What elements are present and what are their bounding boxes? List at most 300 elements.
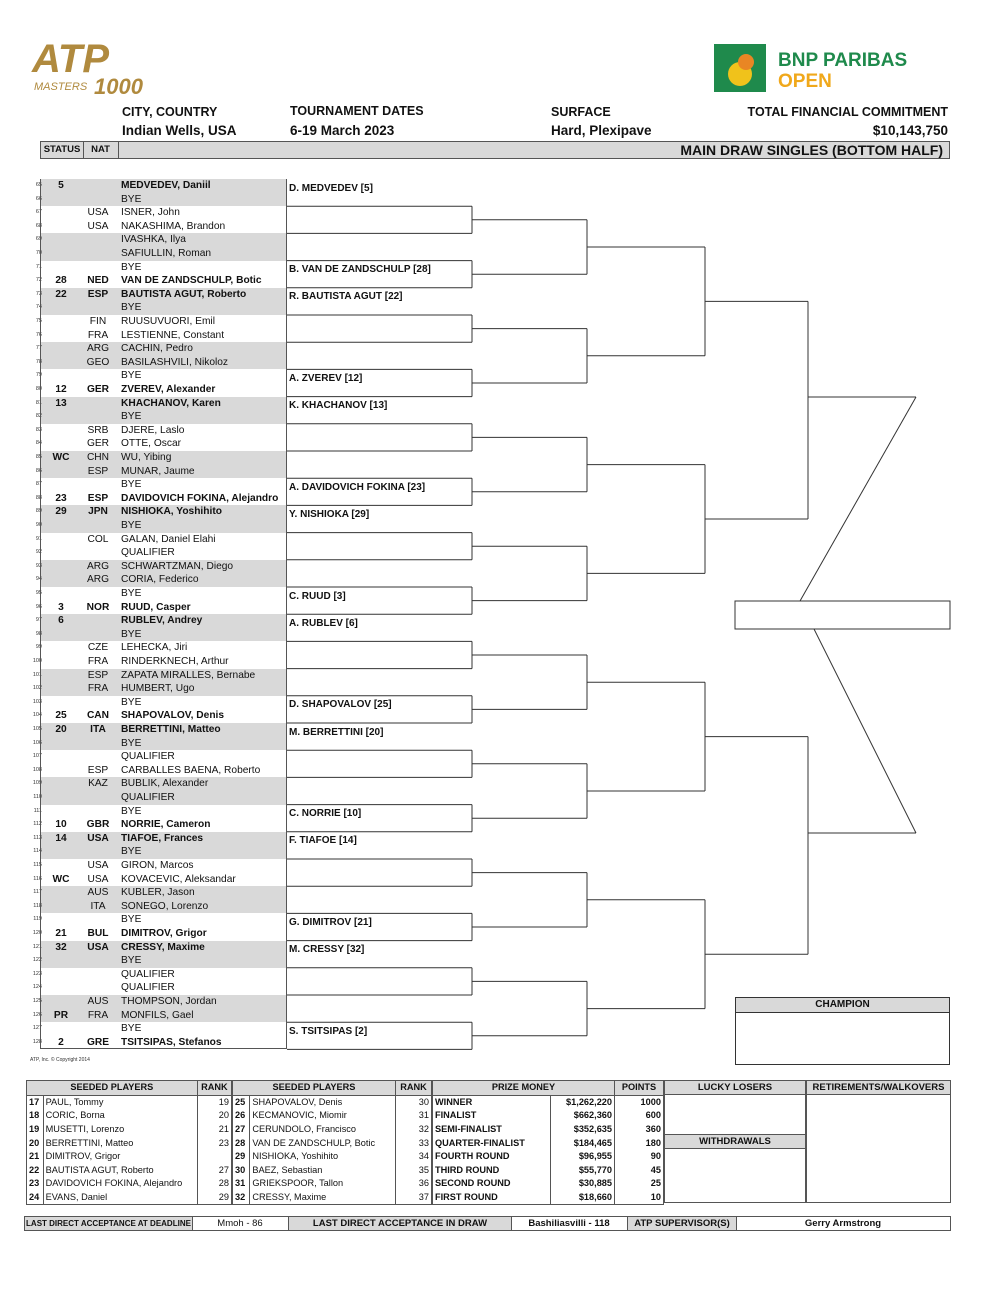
table-row [27, 1150, 232, 1164]
draw-position: 99 [35, 644, 42, 651]
seeded-player-name: DAVIDOVICH FOKINA, Alejandro [43, 1177, 197, 1191]
prize-money: $96,955 [551, 1150, 615, 1164]
player-name: BUBLIK, Alexander [121, 778, 209, 790]
player-name: CARBALLES BAENA, Roberto [121, 764, 261, 776]
draw-position: 117 [33, 889, 42, 896]
seeded-player-name: MUSETTI, Lorenzo [43, 1123, 197, 1137]
table-row [233, 1150, 432, 1164]
seeded-player-name: BAUTISTA AGUT, Roberto [43, 1164, 197, 1178]
draw-position: 71 [35, 263, 42, 270]
player-nationality: ESP [87, 764, 109, 776]
draw-position: 65 [35, 182, 42, 188]
player-nationality: USA [87, 860, 109, 871]
player-nationality: FRA [87, 656, 109, 667]
player-name: MONFILS, Gael [121, 1009, 194, 1021]
draw-position: 84 [35, 440, 42, 447]
seed-number: 23 [27, 1177, 44, 1191]
draw-position: 69 [35, 236, 42, 243]
draw-position: 116 [33, 875, 42, 882]
draw-position: 115 [33, 862, 42, 868]
seeded-right-rank-header: RANK [396, 1081, 432, 1096]
seeded-player-name: CERUNDOLO, Francisco [250, 1123, 396, 1137]
prize-round: FINALIST [433, 1109, 551, 1123]
points-header: POINTS [615, 1081, 664, 1096]
table-row [433, 1150, 664, 1164]
prize-points: 360 [615, 1123, 664, 1137]
player-name: DJERE, Laslo [121, 424, 185, 436]
prize-round: WINNER [433, 1095, 551, 1109]
player-name: MUNAR, Jaume [121, 465, 195, 477]
player-name: GALAN, Daniel Elahi [121, 533, 216, 545]
round2-slot: S. TSITSIPAS [2] [289, 1025, 368, 1037]
draw-position: 92 [35, 549, 42, 556]
seed-number: 22 [27, 1164, 44, 1178]
player-name: WU, Yibing [121, 452, 172, 463]
draw-position: 76 [35, 331, 42, 338]
table-row [233, 1177, 432, 1191]
copyright: ATP, Inc. © Copyright 2014 [30, 1057, 90, 1063]
player-name: ZVEREV, Alexander [121, 384, 216, 395]
draw-title: MAIN DRAW SINGLES (BOTTOM HALF) [680, 142, 943, 158]
prize-points: 90 [615, 1150, 664, 1164]
draw-position: 121 [32, 943, 42, 950]
player-nationality: CZE [87, 642, 109, 654]
player-name: CORIA, Federico [121, 574, 199, 586]
atp-logo-masters: MASTERS [34, 81, 88, 93]
player-seed: 5 [58, 180, 64, 191]
draw-position: 120 [32, 930, 42, 936]
player-seed: 23 [55, 492, 67, 504]
draw-position: 81 [35, 399, 42, 406]
player-name: BYE [121, 193, 142, 205]
round2-slot: M. CRESSY [32] [289, 944, 365, 956]
lucky-losers-label: LUCKY LOSERS [665, 1081, 805, 1095]
draw-position: 103 [32, 698, 42, 705]
draw-position: 90 [35, 522, 42, 528]
table-row [433, 1177, 664, 1191]
prize-round: THIRD ROUND [433, 1164, 551, 1178]
player-name: KOVACEVIC, Aleksandar [121, 873, 236, 885]
player-nationality: ARG [86, 574, 110, 586]
round2-slot: A. DAVIDOVICH FOKINA [23] [289, 481, 426, 493]
table-row [233, 1095, 432, 1109]
seeded-player-name: BERRETTINI, Matteo [43, 1136, 197, 1150]
seed-number: 20 [27, 1136, 44, 1150]
draw-position: 98 [35, 630, 42, 637]
withdrawals-label: WITHDRAWALS [665, 1134, 805, 1149]
prize-points: 45 [615, 1164, 664, 1178]
table-row [233, 1191, 432, 1205]
draw-position: 109 [32, 780, 42, 787]
seed-rank: 31 [396, 1109, 432, 1123]
status-column-header: STATUS [41, 142, 84, 158]
draw-position: 88 [35, 494, 42, 501]
player-name: BYE [121, 370, 142, 382]
round2-slot: C. RUUD [3] [289, 590, 346, 602]
atp-logo-1000: 1000 [94, 74, 143, 98]
player-seed: 14 [55, 832, 67, 844]
player-name: DAVIDOVICH FOKINA, Alejandro [121, 492, 279, 504]
player-name: BYE [121, 520, 142, 531]
supervisor-label: ATP SUPERVISOR(S) [627, 1217, 737, 1230]
seed-rank: 23 [197, 1136, 231, 1150]
round2-slot: B. VAN DE ZANDSCHULP [28] [289, 264, 431, 276]
player-nationality: ARG [86, 343, 110, 355]
player-name: BYE [121, 955, 142, 967]
player-nationality: GBR [86, 819, 110, 831]
draw-position: 97 [35, 617, 42, 624]
seed-rank: 28 [197, 1177, 231, 1191]
atp-logo-text: ATP [32, 37, 110, 81]
city-label: CITY, COUNTRY [122, 105, 218, 119]
player-name: BYE [121, 302, 142, 314]
prize-points: 600 [615, 1109, 664, 1123]
champion-label: CHAMPION [736, 998, 949, 1013]
seeded-player-name: KECMANOVIC, Miomir [250, 1109, 396, 1123]
seed-number: 27 [233, 1123, 250, 1137]
player-name: BYE [121, 805, 142, 817]
player-nationality: USA [87, 832, 109, 844]
player-nationality: USA [87, 220, 109, 232]
player-seed: 6 [58, 615, 64, 627]
table-row [27, 1095, 232, 1109]
player-name: SCHWARTZMAN, Diego [121, 560, 234, 572]
draw-position: 82 [35, 413, 42, 420]
player-nationality: NED [87, 275, 109, 287]
draw-position: 93 [35, 562, 42, 569]
draw-position: 95 [35, 590, 42, 596]
player-nationality: NOR [86, 601, 110, 613]
player-seed: PR [53, 1009, 69, 1021]
player-seed: 10 [55, 819, 67, 831]
round2-slot: M. BERRETTINI [20] [289, 726, 384, 738]
prize-points: 180 [615, 1136, 664, 1150]
player-seed: 12 [55, 384, 67, 395]
draw-position: 126 [32, 1011, 42, 1018]
seed-number: 24 [27, 1191, 44, 1205]
table-row [27, 1123, 232, 1137]
seed-rank: 30 [396, 1095, 432, 1109]
player-name: QUALIFIER [121, 751, 175, 763]
player-nationality: ESP [87, 288, 109, 300]
prize-money-table [432, 1080, 664, 1205]
player-name: RINDERKNECH, Arthur [121, 656, 229, 667]
table-row [433, 1123, 664, 1137]
bracket-final-diag [800, 397, 916, 601]
round2-slot: C. NORRIE [10] [289, 808, 362, 820]
player-nationality: JPN [88, 506, 108, 518]
draw-position: 113 [33, 834, 42, 841]
player-name: IVASHKA, Ilya [121, 234, 186, 246]
player-name: KHACHANOV, Karen [121, 397, 221, 409]
prize-round: SEMI-FINALIST [433, 1123, 551, 1137]
player-nationality: CHN [86, 452, 110, 463]
prize-money: $1,262,220 [551, 1095, 615, 1109]
player-nationality: FRA [87, 329, 109, 341]
seed-number: 28 [233, 1136, 250, 1150]
player-name: MEDVEDEV, Daniil [121, 180, 211, 191]
lda-draw-value: Bashiliasvilli - 118 [528, 1218, 610, 1229]
seed-number: 31 [233, 1177, 250, 1191]
seed-rank: 21 [197, 1123, 231, 1137]
player-name: VAN DE ZANDSCHULP, Botic [121, 275, 262, 287]
round2-slot: D. MEDVEDEV [5] [289, 182, 373, 194]
player-name: ZAPATA MIRALLES, Bernabe [121, 669, 256, 681]
seeded-player-name: CRESSY, Maxime [250, 1191, 396, 1205]
table-row [233, 1164, 432, 1178]
financial-value: $10,143,750 [872, 123, 948, 138]
draw-position: 67 [35, 209, 42, 216]
player-nationality: ESP [87, 669, 109, 681]
lucky-losers-box [664, 1080, 806, 1203]
table-row [433, 1109, 664, 1123]
draw-position: 100 [32, 658, 42, 664]
seed-number: 21 [27, 1150, 44, 1164]
draw-position: 124 [32, 984, 42, 991]
seed-number: 26 [233, 1109, 250, 1123]
player-name: QUALIFIER [121, 968, 175, 980]
nat-column-header: NAT [83, 142, 119, 158]
player-name: KUBLER, Jason [121, 887, 195, 899]
player-name: BYE [121, 411, 142, 423]
player-name: ISNER, John [121, 207, 180, 219]
prize-points: 25 [615, 1177, 664, 1191]
draw-position: 94 [35, 576, 42, 583]
player-name: LEHECKA, Jiri [121, 642, 188, 654]
seeded-player-name: GRIEKSPOOR, Tallon [250, 1177, 396, 1191]
player-nationality: ITA [90, 900, 106, 912]
bracket-final-diag [800, 601, 916, 833]
player-seed: 21 [55, 928, 67, 939]
table-row [27, 1191, 232, 1205]
player-nationality: AUS [87, 887, 109, 899]
player-name: SHAPOVALOV, Denis [121, 710, 225, 722]
player-name: BYE [121, 914, 142, 926]
seeded-left-header: SEEDED PLAYERS [27, 1081, 198, 1096]
lda-deadline-label: LAST DIRECT ACCEPTANCE AT DEADLINE [25, 1217, 193, 1230]
player-nationality: FIN [89, 316, 107, 327]
round2-slot: A. RUBLEV [6] [289, 617, 358, 629]
player-nationality: AUS [87, 996, 109, 1007]
draw-position: 111 [33, 807, 42, 814]
city-value: Indian Wells, USA [122, 123, 237, 138]
seed-rank: 20 [197, 1109, 231, 1123]
finalist-box [735, 601, 950, 629]
player-nationality: SRB [87, 424, 109, 436]
prize-round: SECOND ROUND [433, 1177, 551, 1191]
table-row [233, 1136, 432, 1150]
player-nationality: USA [87, 941, 109, 953]
seed-rank [197, 1150, 231, 1164]
lda-draw-label: LAST DIRECT ACCEPTANCE IN DRAW [288, 1217, 512, 1230]
round2-slot: R. BAUTISTA AGUT [22] [289, 291, 403, 303]
bnp-logo-line1: BNP PARIBAS [778, 50, 908, 71]
draw-position: 122 [32, 957, 42, 964]
player-name: CACHIN, Pedro [121, 343, 193, 355]
prize-money: $55,770 [551, 1164, 615, 1178]
player-name: BYE [121, 588, 142, 599]
table-row [27, 1164, 232, 1178]
draw-position: 74 [35, 304, 42, 311]
round2-slot: D. SHAPOVALOV [25] [289, 699, 392, 711]
player-seed: 22 [55, 288, 67, 300]
draw-position: 123 [32, 970, 42, 977]
draw-position: 72 [35, 277, 42, 284]
draw-position: 125 [32, 998, 42, 1004]
prize-round: FIRST ROUND [433, 1191, 551, 1205]
lda-deadline-value: Mmoh - 86 [217, 1218, 263, 1229]
player-name: RUBLEV, Andrey [121, 615, 203, 627]
financial-label: TOTAL FINANCIAL COMMITMENT [747, 105, 948, 119]
player-seed: WC [52, 873, 70, 885]
player-name: BERRETTINI, Matteo [121, 724, 221, 735]
player-name: BYE [121, 628, 142, 640]
draw-position: 119 [33, 916, 42, 923]
seed-number: 30 [233, 1164, 250, 1178]
player-seed: WC [52, 452, 70, 463]
draw-position: 101 [32, 671, 42, 678]
player-name: DIMITROV, Grigor [121, 928, 207, 939]
draw-position: 79 [35, 372, 42, 379]
prize-money: $184,465 [551, 1136, 615, 1150]
player-nationality: USA [87, 873, 109, 885]
player-nationality: KAZ [88, 778, 108, 790]
seeded-players-right-table [232, 1080, 432, 1205]
seeded-player-name: SHAPOVALOV, Denis [250, 1095, 396, 1109]
draw-position: 118 [33, 902, 42, 909]
player-name: BYE [121, 261, 142, 273]
player-name: SAFIULLIN, Roman [121, 248, 212, 259]
player-name: SONEGO, Lorenzo [121, 900, 209, 912]
draw-position: 89 [35, 508, 42, 515]
seed-rank: 32 [396, 1123, 432, 1137]
retirements-box [806, 1080, 951, 1203]
player-nationality: ESP [87, 465, 109, 477]
seed-rank: 19 [197, 1095, 231, 1109]
table-row [233, 1123, 432, 1137]
draw-position: 104 [32, 712, 42, 719]
prize-points: 1000 [615, 1095, 664, 1109]
player-seed: 2 [58, 1036, 64, 1048]
player-name: BASILASHVILI, Nikoloz [121, 356, 229, 368]
player-name: BYE [121, 479, 142, 491]
draw-position: 110 [33, 794, 42, 800]
player-name: NORRIE, Cameron [121, 819, 211, 831]
player-name: QUALIFIER [121, 982, 175, 994]
draw-position: 70 [35, 250, 42, 256]
prize-money-header: PRIZE MONEY [433, 1081, 615, 1096]
player-seed: 20 [55, 724, 67, 735]
seeded-player-name: DIMITROV, Grigor [43, 1150, 197, 1164]
player-nationality: CAN [86, 710, 110, 722]
prize-money: $30,885 [551, 1177, 615, 1191]
player-name: BAUTISTA AGUT, Roberto [121, 288, 247, 300]
draw-position: 127 [32, 1025, 42, 1032]
retirements-label: RETIREMENTS/WALKOVERS [807, 1081, 950, 1095]
seeded-right-header: SEEDED PLAYERS [233, 1081, 396, 1096]
table-row [233, 1109, 432, 1123]
seed-rank: 36 [396, 1177, 432, 1191]
player-name: OTTE, Oscar [121, 438, 181, 450]
prize-money: $352,635 [551, 1123, 615, 1137]
seed-rank: 33 [396, 1136, 432, 1150]
champion-box [735, 997, 950, 1065]
round2-slot: Y. NISHIOKA [29] [289, 509, 370, 520]
round2-slot: G. DIMITROV [21] [289, 917, 372, 928]
draw-position: 86 [35, 467, 42, 474]
player-seed: 28 [55, 275, 67, 287]
player-nationality: ESP [87, 492, 109, 504]
player-nationality: FRA [87, 683, 109, 695]
player-nationality: GER [86, 384, 110, 395]
surface-label: SURFACE [551, 105, 611, 119]
draw-position: 112 [33, 821, 42, 828]
prize-money: $18,660 [551, 1191, 615, 1205]
player-name: RUUD, Casper [121, 601, 191, 613]
seeded-player-name: PAUL, Tommy [43, 1095, 197, 1109]
player-name: BYE [121, 1023, 142, 1035]
player-seed: 3 [58, 601, 64, 613]
table-row [433, 1164, 664, 1178]
seed-rank: 29 [197, 1191, 231, 1205]
player-seed: 13 [55, 397, 67, 409]
surface-value: Hard, Plexipave [551, 123, 652, 138]
player-name: BYE [121, 696, 142, 708]
draw-position: 128 [32, 1038, 42, 1045]
draw-position: 91 [35, 535, 42, 542]
seeded-player-name: CORIC, Borna [43, 1109, 197, 1123]
seeded-player-name: BAEZ, Sebastian [250, 1164, 396, 1178]
seed-number: 18 [27, 1109, 44, 1123]
seeded-left-rank-header: RANK [197, 1081, 231, 1096]
seed-number: 17 [27, 1095, 44, 1109]
player-nationality: ITA [90, 724, 106, 735]
player-seed: 29 [55, 506, 67, 518]
round2-slot: K. KHACHANOV [13] [289, 400, 388, 412]
player-nationality: USA [87, 207, 109, 219]
seed-number: 32 [233, 1191, 250, 1205]
draw-position: 108 [32, 766, 42, 773]
seeded-player-name: NISHIOKA, Yoshihito [250, 1150, 396, 1164]
draw-position: 80 [35, 386, 42, 392]
player-name: TSITSIPAS, Stefanos [121, 1036, 222, 1048]
draw-position: 68 [35, 222, 42, 229]
player-name: NISHIOKA, Yoshihito [121, 506, 222, 518]
seeded-player-name: VAN DE ZANDSCHULP, Botic [250, 1136, 396, 1150]
draw-position: 87 [35, 481, 42, 488]
round2-slot: A. ZVEREV [12] [289, 373, 363, 384]
player-nationality: GEO [86, 356, 110, 368]
player-seed: 32 [55, 941, 67, 953]
table-row [27, 1109, 232, 1123]
table-row [27, 1136, 232, 1150]
table-row [433, 1095, 664, 1109]
seeded-player-name: EVANS, Daniel [43, 1191, 197, 1205]
player-name: BYE [121, 846, 142, 858]
seeded-players-left-table [26, 1080, 232, 1205]
draw-position: 96 [35, 603, 42, 610]
player-name: LESTIENNE, Constant [121, 329, 225, 341]
round2-slot: F. TIAFOE [14] [289, 835, 357, 847]
player-nationality: GER [86, 438, 110, 450]
draw-position: 107 [32, 753, 42, 760]
player-nationality: BUL [87, 928, 109, 939]
bnp-logo-line2: OPEN [778, 71, 832, 92]
table-row [27, 1177, 232, 1191]
prize-money: $662,360 [551, 1109, 615, 1123]
draw-position: 102 [32, 685, 42, 692]
dates-value: 6-19 March 2023 [290, 123, 395, 138]
